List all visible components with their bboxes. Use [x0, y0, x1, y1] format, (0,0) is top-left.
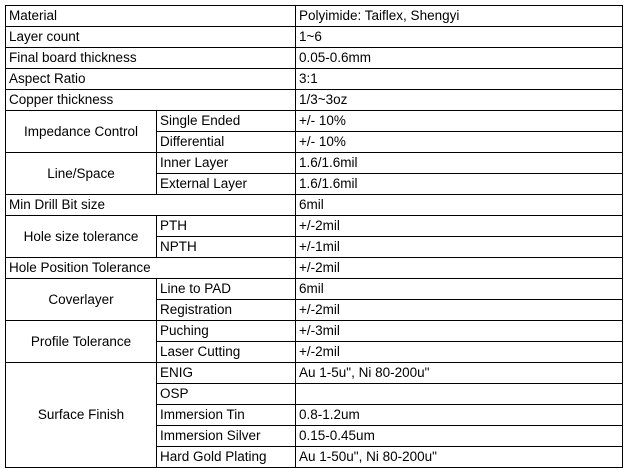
table-row — [6, 69, 623, 90]
row-value-copper-thickness: 1/3~3oz — [296, 90, 623, 111]
group-label-line-space: Line/Space — [6, 153, 157, 195]
sub-value-pth: +/-2mil — [296, 216, 623, 237]
row-value-final-board-thickness: 0.05-0.6mm — [296, 48, 623, 69]
row-label-min-drill-bit-size: Min Drill Bit size — [6, 195, 296, 216]
row-value-layer-count: 1~6 — [296, 27, 623, 48]
table-row — [6, 48, 623, 69]
table-row — [6, 279, 623, 300]
sub-label-laser-cutting: Laser Cutting — [157, 342, 296, 363]
sub-label-immersion-silver: Immersion Silver — [157, 426, 296, 447]
spec-table — [5, 5, 623, 468]
group-label-surface-finish: Surface Finish — [6, 363, 157, 468]
sub-value-differential: +/- 10% — [296, 132, 623, 153]
sub-label-differential: Differential — [157, 132, 296, 153]
sub-value-hard-gold-plating: Au 1-50u", Ni 80-200u" — [296, 447, 623, 468]
sub-label-immersion-tin: Immersion Tin — [157, 405, 296, 426]
table-row — [6, 321, 623, 342]
sub-value-immersion-tin: 0.8-1.2um — [296, 405, 623, 426]
row-value-material: Polyimide: Taiflex, Shengyi — [296, 6, 623, 27]
row-label-final-board-thickness: Final board thickness — [6, 48, 296, 69]
row-label-hole-position-tolerance: Hole Position Tolerance — [6, 258, 296, 279]
group-label-hole-size-tolerance: Hole size tolerance — [6, 216, 157, 258]
sub-label-pth: PTH — [157, 216, 296, 237]
table-row — [6, 195, 623, 216]
row-label-layer-count: Layer count — [6, 27, 296, 48]
group-label-impedance-control: Impedance Control — [6, 111, 157, 153]
table-row — [6, 153, 623, 174]
sub-label-registration: Registration — [157, 300, 296, 321]
row-value-min-drill-bit-size: 6mil — [296, 195, 623, 216]
sub-label-puching: Puching — [157, 321, 296, 342]
sub-label-osp: OSP — [157, 384, 296, 405]
sub-value-single-ended: +/- 10% — [296, 111, 623, 132]
table-row — [6, 90, 623, 111]
sub-label-enig: ENIG — [157, 363, 296, 384]
sub-value-external-layer: 1.6/1.6mil — [296, 174, 623, 195]
table-row — [6, 111, 623, 132]
sub-label-npth: NPTH — [157, 237, 296, 258]
group-label-coverlayer: Coverlayer — [6, 279, 157, 321]
sub-label-line-to-pad: Line to PAD — [157, 279, 296, 300]
row-label-material: Material — [6, 6, 296, 27]
sub-value-osp — [296, 384, 623, 405]
sub-label-external-layer: External Layer — [157, 174, 296, 195]
table-row — [6, 216, 623, 237]
row-value-aspect-ratio: 3:1 — [296, 69, 623, 90]
row-label-aspect-ratio: Aspect Ratio — [6, 69, 296, 90]
table-row — [6, 258, 623, 279]
table-row — [6, 6, 623, 27]
sub-value-npth: +/-1mil — [296, 237, 623, 258]
sub-value-laser-cutting: +/-2mil — [296, 342, 623, 363]
sub-label-inner-layer: Inner Layer — [157, 153, 296, 174]
group-label-profile-tolerance: Profile Tolerance — [6, 321, 157, 363]
table-row — [6, 363, 623, 384]
sub-value-enig: Au 1-5u", Ni 80-200u" — [296, 363, 623, 384]
sub-value-immersion-silver: 0.15-0.45um — [296, 426, 623, 447]
table-row — [6, 27, 623, 48]
sub-value-puching: +/-3mil — [296, 321, 623, 342]
sub-label-hard-gold-plating: Hard Gold Plating — [157, 447, 296, 468]
sub-value-line-to-pad: 6mil — [296, 279, 623, 300]
sub-label-single-ended: Single Ended — [157, 111, 296, 132]
row-value-hole-position-tolerance: +/-2mil — [296, 258, 623, 279]
row-label-copper-thickness: Copper thickness — [6, 90, 296, 111]
sub-value-inner-layer: 1.6/1.6mil — [296, 153, 623, 174]
sub-value-registration: +/-2mil — [296, 300, 623, 321]
